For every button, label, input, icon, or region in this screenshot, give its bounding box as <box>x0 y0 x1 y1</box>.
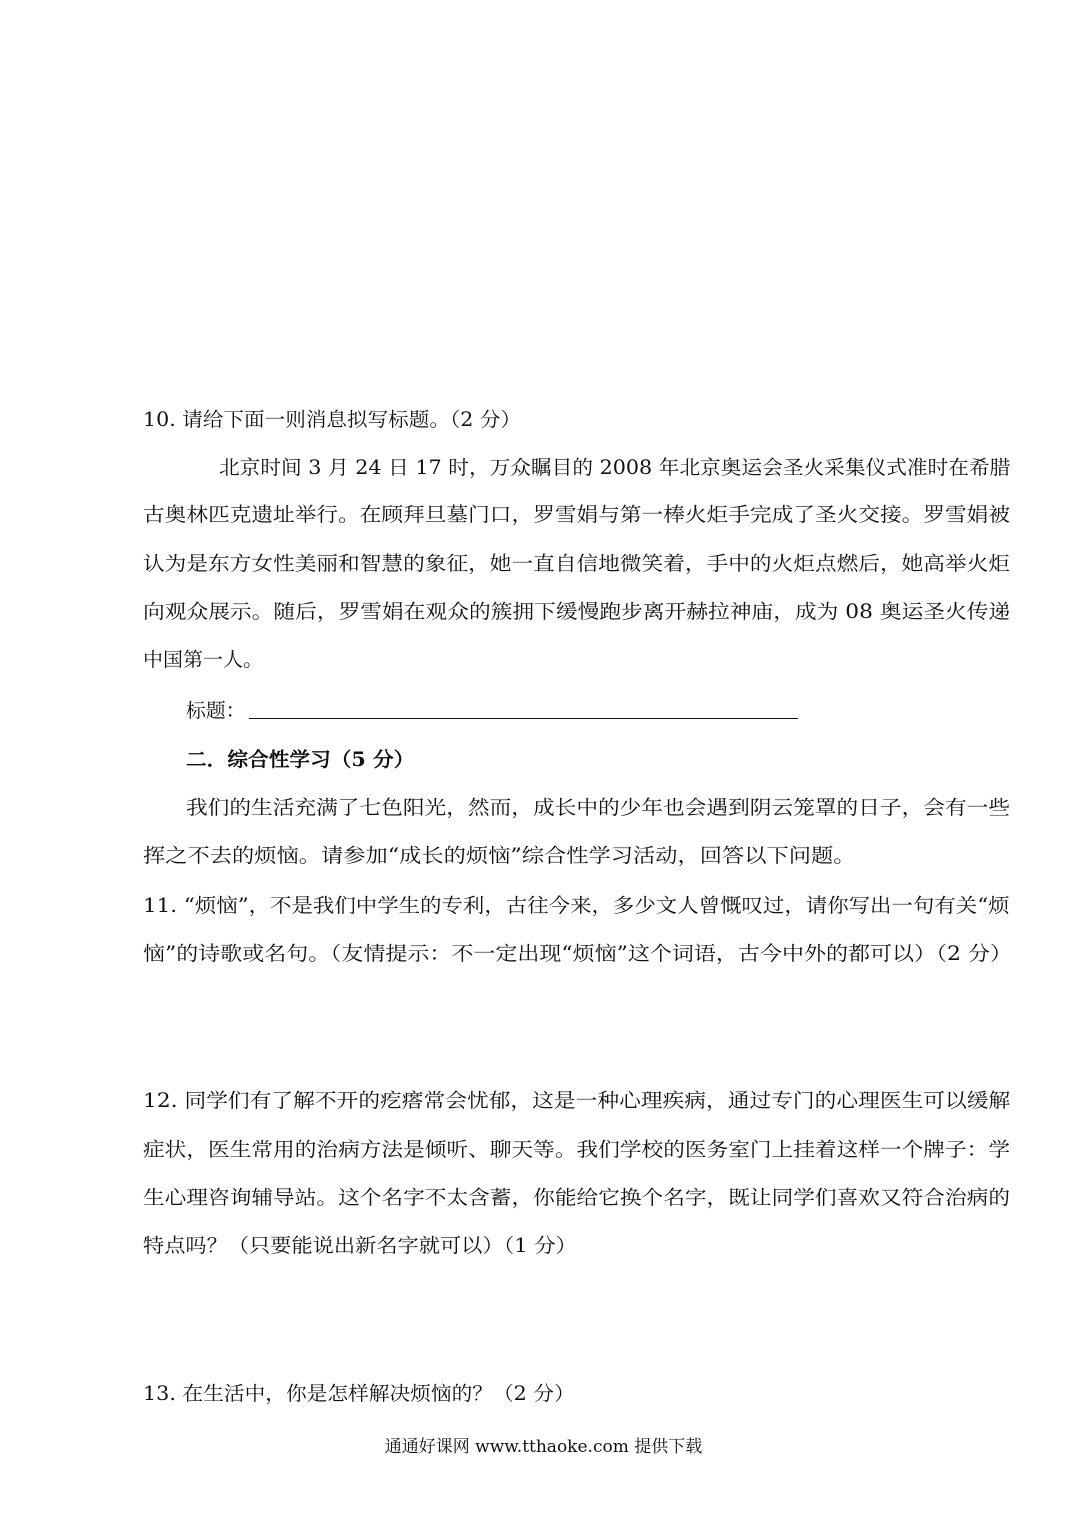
q10-prompt: 10. 请给下面一则消息拟写标题。（2 分） <box>143 408 522 431</box>
q13-prompt: 13. 在生活中，你是怎样解决烦恼的？（2 分） <box>143 1382 575 1405</box>
q10-title-label: 标题： <box>186 699 246 722</box>
q10-passage-line: 北京时间 3 月 24 日 17 时，万众瞩目的 2008 年北京奥运会圣火采集仪式准时在希腊 <box>219 456 1011 479</box>
q12-line: 特点吗？（只要能说出新名字就可以）（1 分） <box>143 1234 577 1257</box>
q12-line: 12. 同学们有了解不开的疙瘩常会忧郁，这是一种心理疾病，通过专门的心理医生可以缓解 <box>143 1089 1011 1112</box>
q12-line: 生心理咨询辅导站。这个名字不太含蓄，你能给它换个名字，既让同学们喜欢又符合治病的 <box>143 1186 1011 1209</box>
q10-passage-line: 中国第一人。 <box>143 648 264 671</box>
q11-line: 11. “烦恼”，不是我们中学生的专利，古往今来，多少文人曾慨叹过，请你写出一句有关“烦 <box>143 894 1010 917</box>
q11-line: 恼”的诗歌或名句。（友情提示：不一定出现“烦恼”这个词语，古今中外的都可以）（2 分） <box>143 942 1013 965</box>
q10-passage-line: 认为是东方女性美丽和智慧的象征，她一直自信地微笑着，手中的火炬点燃后，她高举火炬 <box>143 552 1011 575</box>
section2-heading: 二．综合性学习（5 分） <box>186 748 415 771</box>
q10-title-answer-line[interactable] <box>249 718 798 719</box>
section2-intro-line: 挥之不去的烦恼。请参加“成长的烦恼”综合性学习活动，回答以下问题。 <box>143 844 856 867</box>
q10-passage-line: 向观众展示。随后，罗雪娟在观众的簇拥下缓慢跑步离开赫拉神庙，成为 08 奥运圣火传递 <box>143 600 1011 623</box>
q12-line: 症状，医生常用的治病方法是倾听、聊天等。我们学校的医务室门上挂着这样一个牌子：学 <box>143 1138 1011 1161</box>
section2-intro-line: 我们的生活充满了七色阳光，然而，成长中的少年也会遇到阴云笼罩的日子，会有一些 <box>186 796 1011 819</box>
page-footer: 通通好课网 www.tthaoke.com 提供下载 <box>384 1437 703 1457</box>
q10-passage-line: 古奥林匹克遗址举行。在顾拜旦墓门口，罗雪娟与第一棒火炬手完成了圣火交接。罗雪娟被 <box>143 503 1011 526</box>
